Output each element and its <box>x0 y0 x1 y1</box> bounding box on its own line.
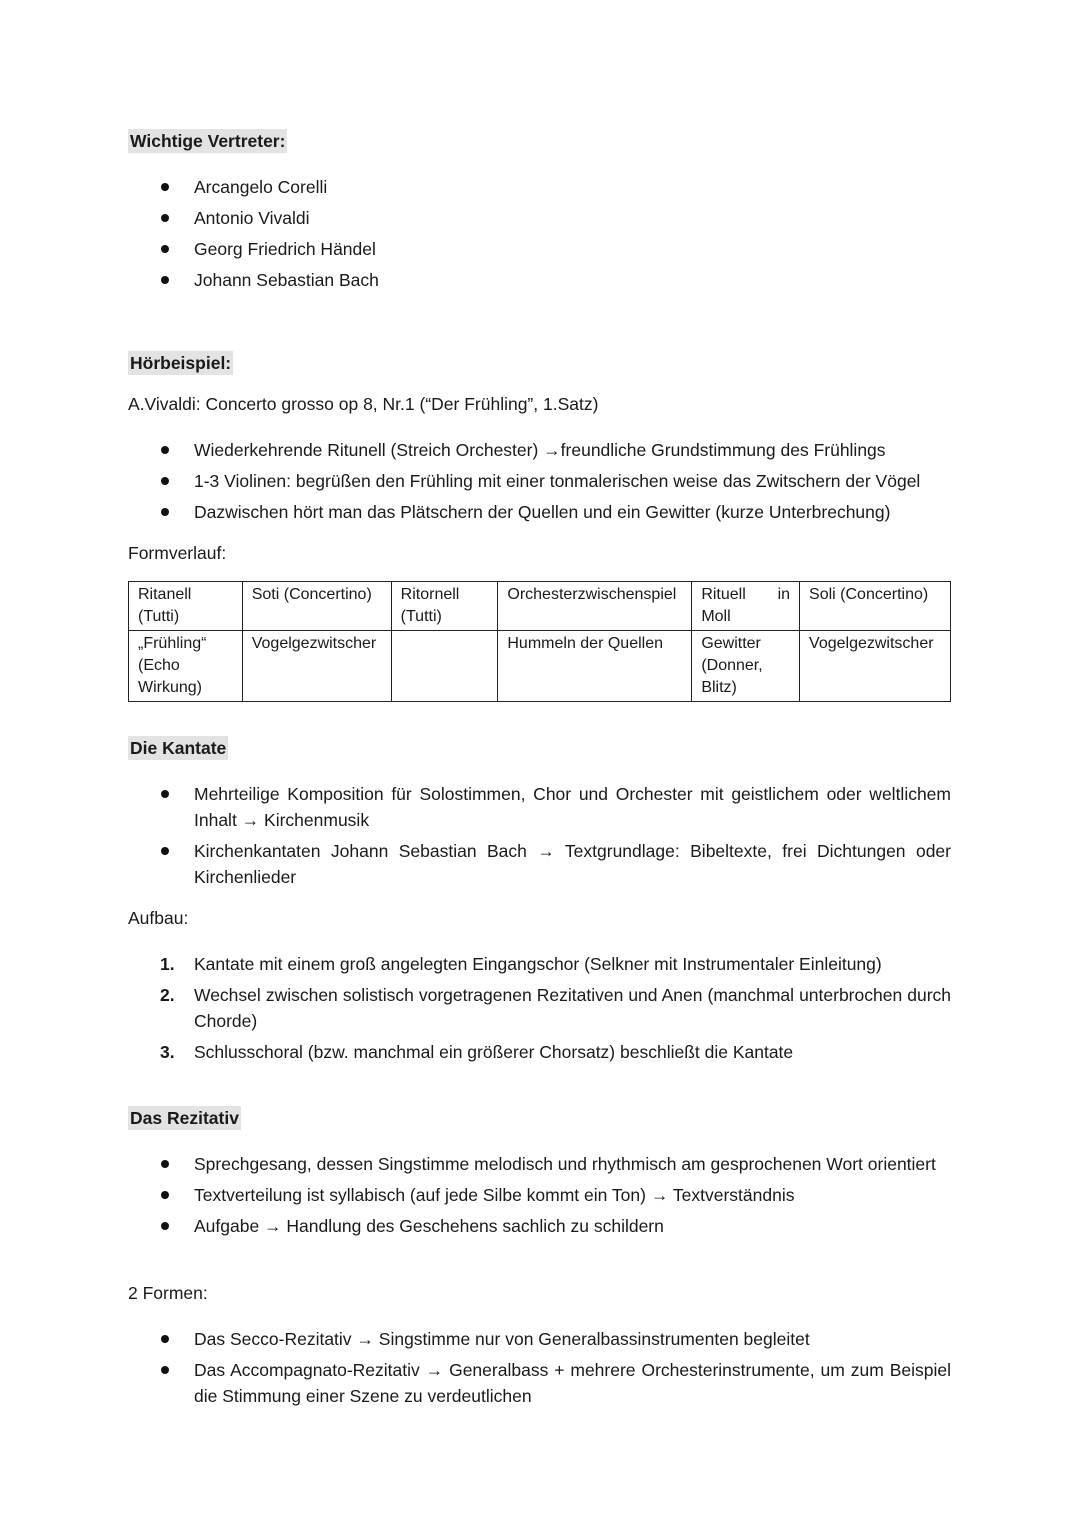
list-item: 1. Kantate mit einem groß angelegten Eingangschor (Selkner mit Instrumentaler Einleitung) <box>160 954 882 974</box>
table-cell: Orchesterzwischenspiel <box>498 582 692 631</box>
bullet-icon <box>161 477 169 485</box>
table-cell <box>391 631 498 702</box>
formverlauf-table <box>128 581 951 702</box>
bullet-icon <box>161 1160 169 1168</box>
list-item: Antonio Vivaldi <box>128 205 951 231</box>
list-item: Wiederkehrende Ritunell (Streich Orchester) →freundliche Grundstimmung des Frühlings <box>128 437 951 463</box>
table-cell: Gewitter (Donner, Blitz) <box>692 631 800 702</box>
heading-vertreter: Wichtige Vertreter: <box>130 131 286 151</box>
table-cell: „Frühling“ (Echo Wirkung) <box>129 631 243 702</box>
bullet-icon <box>161 276 169 284</box>
table-cell: Rituell in Moll <box>692 582 800 631</box>
bullet-icon <box>161 446 169 454</box>
table-cell: Soti (Concertino) <box>242 582 391 631</box>
bullet-icon <box>161 508 169 516</box>
list-item: Georg Friedrich Händel <box>128 236 951 262</box>
list-item: Sprechgesang, dessen Singstimme melodisch und rhythmisch am gesprochenen Wort orientiert <box>128 1151 951 1177</box>
list-item: 1-3 Violinen: begrüßen den Frühling mit einer tonmalerischen weise das Zwitschern der Vögel <box>128 468 951 494</box>
vertreter-list <box>128 174 951 293</box>
bullet-icon <box>161 1191 169 1199</box>
formen-list <box>128 1326 951 1409</box>
kantate-list <box>128 781 951 890</box>
list-item: Das Secco-Rezitativ → Singstimme nur von Generalbassinstrumenten begleitet <box>128 1326 951 1352</box>
bullet-icon <box>161 214 169 222</box>
table-row <box>129 631 951 702</box>
aufbau-label: Aufbau: <box>128 908 189 928</box>
list-item: 2. Wechsel zwischen solistisch vorgetragenen Rezitativen und Anen (manchmal unterbrochen durch Chorde) <box>160 985 951 1031</box>
list-item: Kirchenkantaten Johann Sebastian Bach → Textgrundlage: Bibeltexte, frei Dichtungen oder Kirchenlieder <box>128 838 951 890</box>
table-cell: Vogelgezwitscher <box>800 631 951 702</box>
list-item: Textverteilung ist syllabisch (auf jede Silbe kommt ein Ton) → Textverständnis <box>128 1182 951 1208</box>
bullet-icon <box>161 847 169 855</box>
list-item: Johann Sebastian Bach <box>128 267 951 293</box>
heading-hoerbeispiel: Hörbeispiel: <box>130 353 232 373</box>
hoerbeispiel-title: A.Vivaldi: Concerto grosso op 8, Nr.1 (“Der Frühling”, 1.Satz) <box>128 394 599 414</box>
heading-rezitativ: Das Rezitativ <box>130 1108 239 1128</box>
bullet-icon <box>161 245 169 253</box>
list-item: Das Accompagnato-Rezitativ → Generalbass + mehrere Orchesterinstrumente, um zum Beispiel die Stimmung einer Szene zu verdeutlichen <box>128 1357 951 1409</box>
table-cell: Hummeln der Quellen <box>498 631 692 702</box>
table-cell: Ritornell (Tutti) <box>391 582 498 631</box>
table-cell: Vogelgezwitscher <box>242 631 391 702</box>
bullet-icon <box>161 1222 169 1230</box>
list-item: Mehrteilige Komposition für Solostimmen, Chor und Orchester mit geistlichem oder weltlichem Inhalt → Kirchenmusik <box>128 781 951 833</box>
formen-label: 2 Formen: <box>128 1283 208 1303</box>
bullet-icon <box>161 790 169 798</box>
bullet-icon <box>161 1335 169 1343</box>
list-item: 3. Schlusschoral (bzw. manchmal ein größerer Chorsatz) beschließt die Kantate <box>160 1042 794 1062</box>
list-item: Aufgabe → Handlung des Geschehens sachlich zu schildern <box>128 1213 951 1239</box>
heading-kantate: Die Kantate <box>130 738 227 758</box>
list-item: Dazwischen hört man das Plätschern der Quellen und ein Gewitter (kurze Unterbrechung) <box>128 499 951 525</box>
hoerbeispiel-list <box>128 437 951 525</box>
aufbau-list <box>128 951 951 1065</box>
bullet-icon <box>161 183 169 191</box>
list-item: Arcangelo Corelli <box>128 174 951 200</box>
formverlauf-label: Formverlauf: <box>128 543 227 563</box>
rezitativ-list <box>128 1151 951 1239</box>
table-row <box>129 582 951 631</box>
bullet-icon <box>161 1366 169 1374</box>
table-cell: Ritanell (Tutti) <box>129 582 243 631</box>
table-cell: Soli (Concertino) <box>800 582 951 631</box>
